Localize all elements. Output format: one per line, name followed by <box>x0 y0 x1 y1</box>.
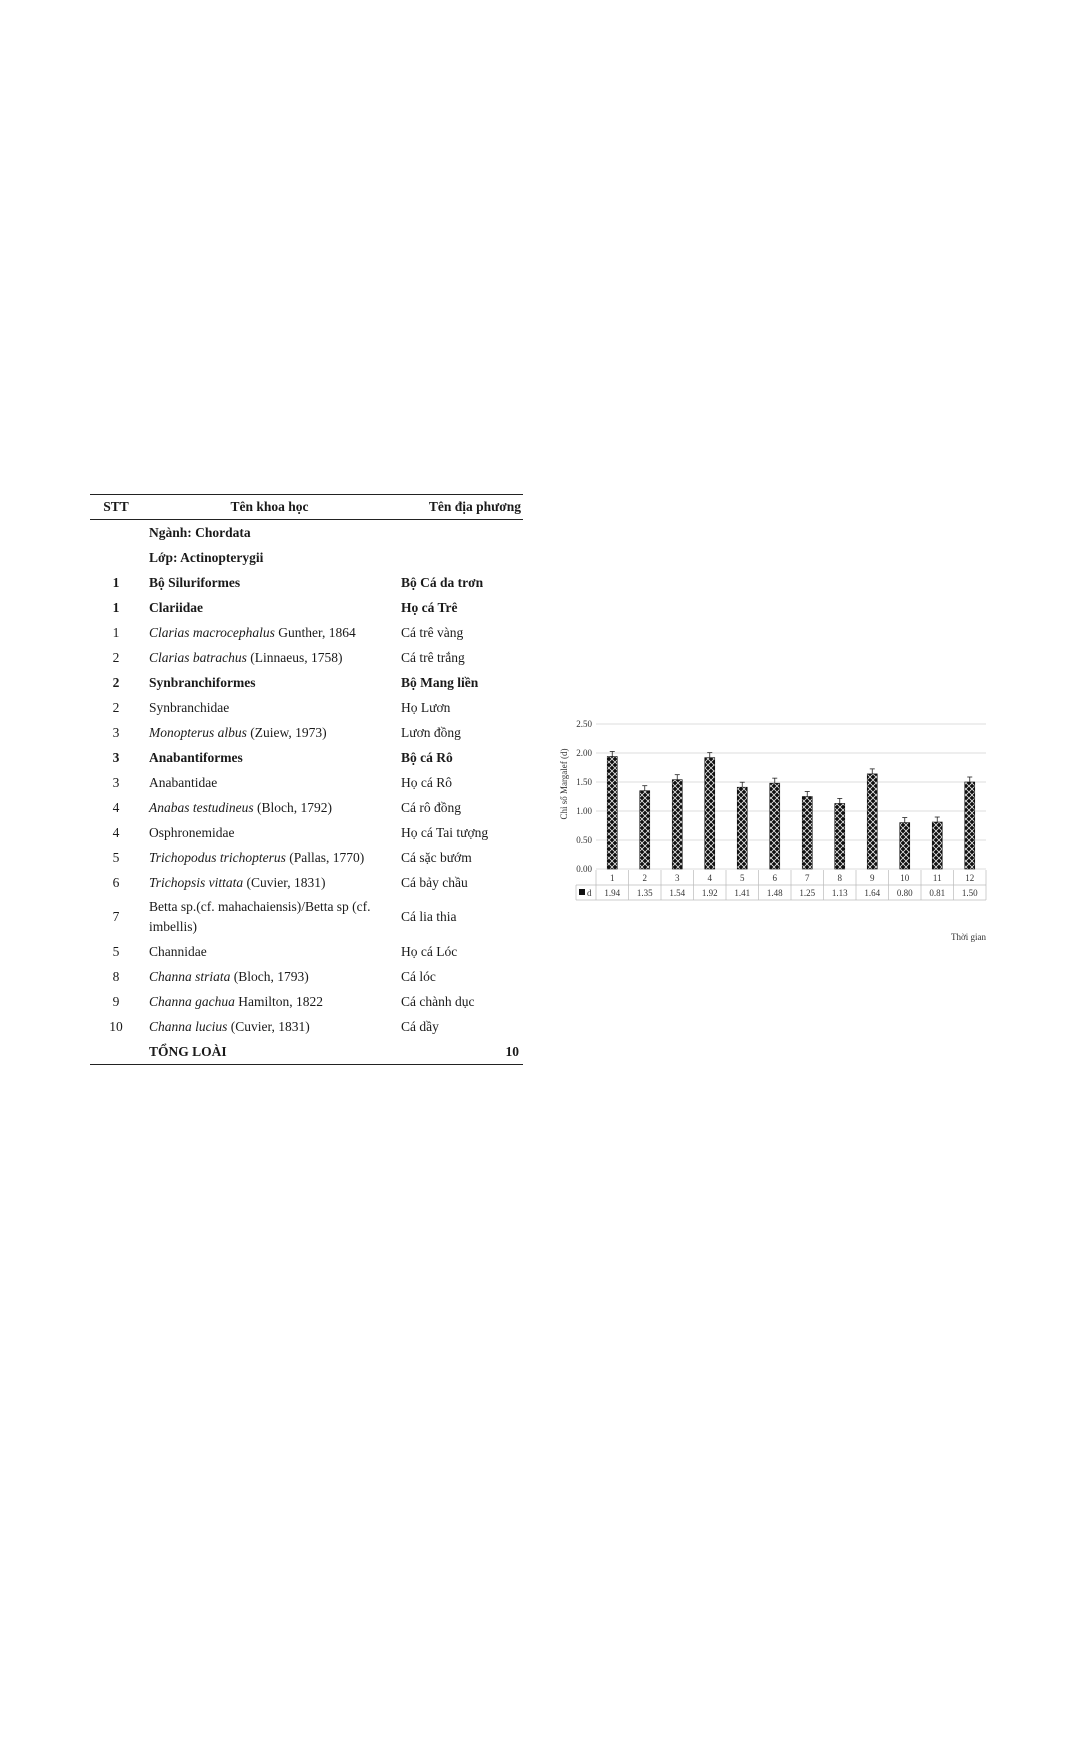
cell-scientific-name <box>142 695 397 720</box>
bar <box>672 780 682 869</box>
x-tick-label: 2 <box>642 873 647 883</box>
species-authority: (Bloch, 1792) <box>253 799 332 815</box>
bar <box>965 782 975 869</box>
cell-scientific-name <box>142 720 397 745</box>
table-row <box>90 795 523 820</box>
table-row <box>90 770 523 795</box>
taxon-name: Ngành: Chordata <box>149 524 251 540</box>
table-row <box>90 939 523 964</box>
data-table-value: 1.48 <box>766 888 783 898</box>
species-authority: Gunther, 1864 <box>274 624 356 640</box>
cell-scientific-name <box>142 1039 397 1065</box>
cell-local-name: Bộ Cá da trơn <box>401 574 484 590</box>
data-table-value: 1.94 <box>604 888 621 898</box>
species-authority: (Bloch, 1793) <box>230 968 309 984</box>
cell-stt: 3 <box>112 774 120 790</box>
cell-stt: 1 <box>112 599 120 615</box>
cell-scientific-name <box>142 939 397 964</box>
table-row <box>90 870 523 895</box>
header-stt: STT <box>103 499 129 514</box>
taxon-name: Anabantidae <box>149 774 218 790</box>
cell-scientific-name <box>142 670 397 695</box>
data-table-value: 1.64 <box>864 888 881 898</box>
bar <box>770 783 780 869</box>
species-authority: (Linnaeus, 1758) <box>246 649 343 665</box>
species-authority: (Pallas, 1770) <box>285 849 365 865</box>
cell-local-name: Họ cá Trê <box>401 599 458 615</box>
cell-local-name: Họ cá Tai tượng <box>401 824 489 840</box>
cell-stt <box>90 1039 142 1065</box>
y-tick-label: 2.00 <box>576 748 592 758</box>
y-tick-label: 1.50 <box>576 777 592 787</box>
header-local-name: Tên địa phương <box>428 499 521 514</box>
bar <box>640 791 650 869</box>
data-table-value: 1.92 <box>701 888 718 898</box>
cell-local-name: Bộ cá Rô <box>401 749 453 765</box>
cell-scientific-name <box>142 620 397 645</box>
bar <box>802 797 812 870</box>
x-tick-label: 6 <box>772 873 777 883</box>
cell-scientific-name <box>142 745 397 770</box>
y-tick-label: 2.50 <box>576 719 592 729</box>
species-authority: (Cuvier, 1831) <box>243 874 326 890</box>
margalef-bar-chart <box>552 714 992 944</box>
table-row <box>90 645 523 670</box>
cell-local-name: Cá rô đồng <box>401 799 461 815</box>
taxon-name: Synbranchiformes <box>149 674 256 690</box>
cell-scientific-name <box>142 520 397 546</box>
cell-local-name: Bộ Mang liền <box>401 674 479 690</box>
species-authority: (Cuvier, 1831) <box>227 1018 310 1034</box>
cell-stt: 7 <box>112 909 120 924</box>
x-tick-label: 3 <box>675 873 680 883</box>
cell-stt: 4 <box>112 824 120 840</box>
cell-local-name: Cá sặc bướm <box>401 849 472 865</box>
taxon-name: TỔNG LOÀI <box>149 1043 227 1059</box>
taxon-name: Lớp: Actinopterygii <box>149 549 264 565</box>
x-tick-label: 11 <box>932 873 942 883</box>
cell-local-name: Họ cá Lóc <box>401 943 458 959</box>
table-body <box>90 520 523 1065</box>
cell-local-name: Cá lóc <box>401 968 436 984</box>
table-row <box>90 820 523 845</box>
table-row <box>90 745 523 770</box>
cell-stt: 4 <box>112 799 120 815</box>
bar <box>835 803 845 869</box>
data-table-value: 0.80 <box>896 888 913 898</box>
cell-stt: 9 <box>112 993 120 1009</box>
cell-stt: 3 <box>112 749 120 765</box>
cell-stt <box>90 545 142 570</box>
cell-local-name <box>397 520 523 546</box>
x-tick-label: 4 <box>707 873 712 883</box>
cell-stt: 5 <box>112 849 120 865</box>
x-tick-label: 7 <box>805 873 810 883</box>
species-binomial: Clarias macrocephalus <box>149 624 275 640</box>
species-table <box>90 494 523 1065</box>
cell-scientific-name <box>142 570 397 595</box>
cell-local-name: Cá lia thia <box>401 909 457 924</box>
species-binomial: Clarias batrachus <box>149 649 247 665</box>
cell-scientific-name <box>142 989 397 1014</box>
data-table-value: 1.25 <box>799 888 816 898</box>
table-row <box>90 695 523 720</box>
table-row <box>90 964 523 989</box>
cell-stt: 5 <box>112 943 120 959</box>
taxon-name: Channidae <box>149 943 207 959</box>
table-row <box>90 620 523 645</box>
data-table-value: 1.41 <box>734 888 751 898</box>
cell-stt: 10 <box>109 1018 123 1034</box>
species-binomial: Monopterus albus <box>149 724 247 740</box>
species-binomial: Channa lucius <box>149 1018 228 1034</box>
cell-local-name: Cá bảy chầu <box>401 874 468 890</box>
cell-stt <box>90 520 142 546</box>
bar <box>900 823 910 869</box>
legend-swatch <box>579 889 585 895</box>
data-table-value: 1.35 <box>636 888 653 898</box>
x-tick-label: 12 <box>965 873 975 883</box>
species-binomial: Channa gachua <box>149 993 235 1009</box>
y-tick-label: 0.50 <box>576 835 592 845</box>
bar <box>607 756 617 869</box>
cell-local-name: Cá chành dục <box>401 993 475 1009</box>
x-tick-label: 9 <box>870 873 875 883</box>
cell-local-name: 10 <box>505 1043 519 1059</box>
cell-stt: 6 <box>112 874 120 890</box>
x-tick-label: 8 <box>837 873 842 883</box>
taxon-name: Anabantiformes <box>149 749 243 765</box>
x-tick-label: 5 <box>740 873 745 883</box>
species-authority: Hamilton, 1822 <box>234 993 323 1009</box>
y-axis-label: Chỉ số Margalef (d) <box>559 748 569 820</box>
x-tick-label: 10 <box>900 873 910 883</box>
species-binomial: Trichopsis vittata <box>149 874 244 890</box>
cell-stt: 3 <box>112 724 120 740</box>
cell-scientific-name <box>142 645 397 670</box>
cell-scientific-name <box>142 795 397 820</box>
table-row <box>90 595 523 620</box>
taxon-name: Bộ Siluriformes <box>149 574 241 590</box>
cell-scientific-name <box>142 595 397 620</box>
taxon-name: Osphronemidae <box>149 824 235 840</box>
cell-local-name <box>397 545 523 570</box>
table-row <box>90 545 523 570</box>
cell-scientific-name <box>142 895 397 939</box>
cell-stt: 2 <box>112 699 120 715</box>
y-tick-label: 1.00 <box>576 806 592 816</box>
cell-stt: 8 <box>112 968 120 984</box>
table-row <box>90 1014 523 1039</box>
taxon-name: Betta sp.(cf. mahachaiensis)/Betta sp (cf. imbellis) <box>149 899 371 934</box>
cell-local-name: Lươn đồng <box>401 724 461 740</box>
cell-scientific-name <box>142 1014 397 1039</box>
table-row <box>90 720 523 745</box>
x-tick-label: 1 <box>610 873 615 883</box>
cell-local-name: Họ Lươn <box>401 699 451 715</box>
table-row <box>90 1039 523 1065</box>
data-table-value: 1.50 <box>961 888 978 898</box>
cell-stt: 1 <box>112 624 120 640</box>
cell-stt: 1 <box>112 574 120 590</box>
header-scientific-name: Tên khoa học <box>230 499 309 514</box>
table-row <box>90 520 523 546</box>
bar <box>737 787 747 869</box>
species-binomial: Channa striata <box>149 968 231 984</box>
bar <box>932 822 942 869</box>
cell-scientific-name <box>142 964 397 989</box>
cell-local-name: Họ cá Rô <box>401 774 452 790</box>
table-header-row <box>90 495 523 520</box>
data-table-value: 1.54 <box>669 888 686 898</box>
species-authority: (Zuiew, 1973) <box>246 724 327 740</box>
cell-scientific-name <box>142 770 397 795</box>
legend-series-name: d <box>587 888 592 898</box>
cell-scientific-name <box>142 545 397 570</box>
data-table-value: 0.81 <box>929 888 946 898</box>
cell-stt: 2 <box>112 649 120 665</box>
table-row <box>90 670 523 695</box>
cell-local-name: Cá dầy <box>401 1018 439 1034</box>
table-row <box>90 895 523 939</box>
taxon-name: Synbranchidae <box>149 699 230 715</box>
x-axis-label: Thời gian <box>950 932 986 942</box>
cell-local-name: Cá trê trắng <box>401 649 465 665</box>
taxon-name: Clariidae <box>149 599 203 615</box>
data-table-value: 1.13 <box>831 888 848 898</box>
cell-scientific-name <box>142 820 397 845</box>
bar <box>705 758 715 869</box>
species-binomial: Anabas testudineus <box>149 799 254 815</box>
table-row <box>90 570 523 595</box>
cell-scientific-name <box>142 870 397 895</box>
table-row <box>90 845 523 870</box>
cell-scientific-name <box>142 845 397 870</box>
cell-local-name: Cá trê vàng <box>401 624 464 640</box>
bar <box>867 774 877 869</box>
species-binomial: Trichopodus trichopterus <box>149 849 286 865</box>
table-row <box>90 989 523 1014</box>
cell-stt: 2 <box>112 674 120 690</box>
y-tick-label: 0.00 <box>576 864 592 874</box>
